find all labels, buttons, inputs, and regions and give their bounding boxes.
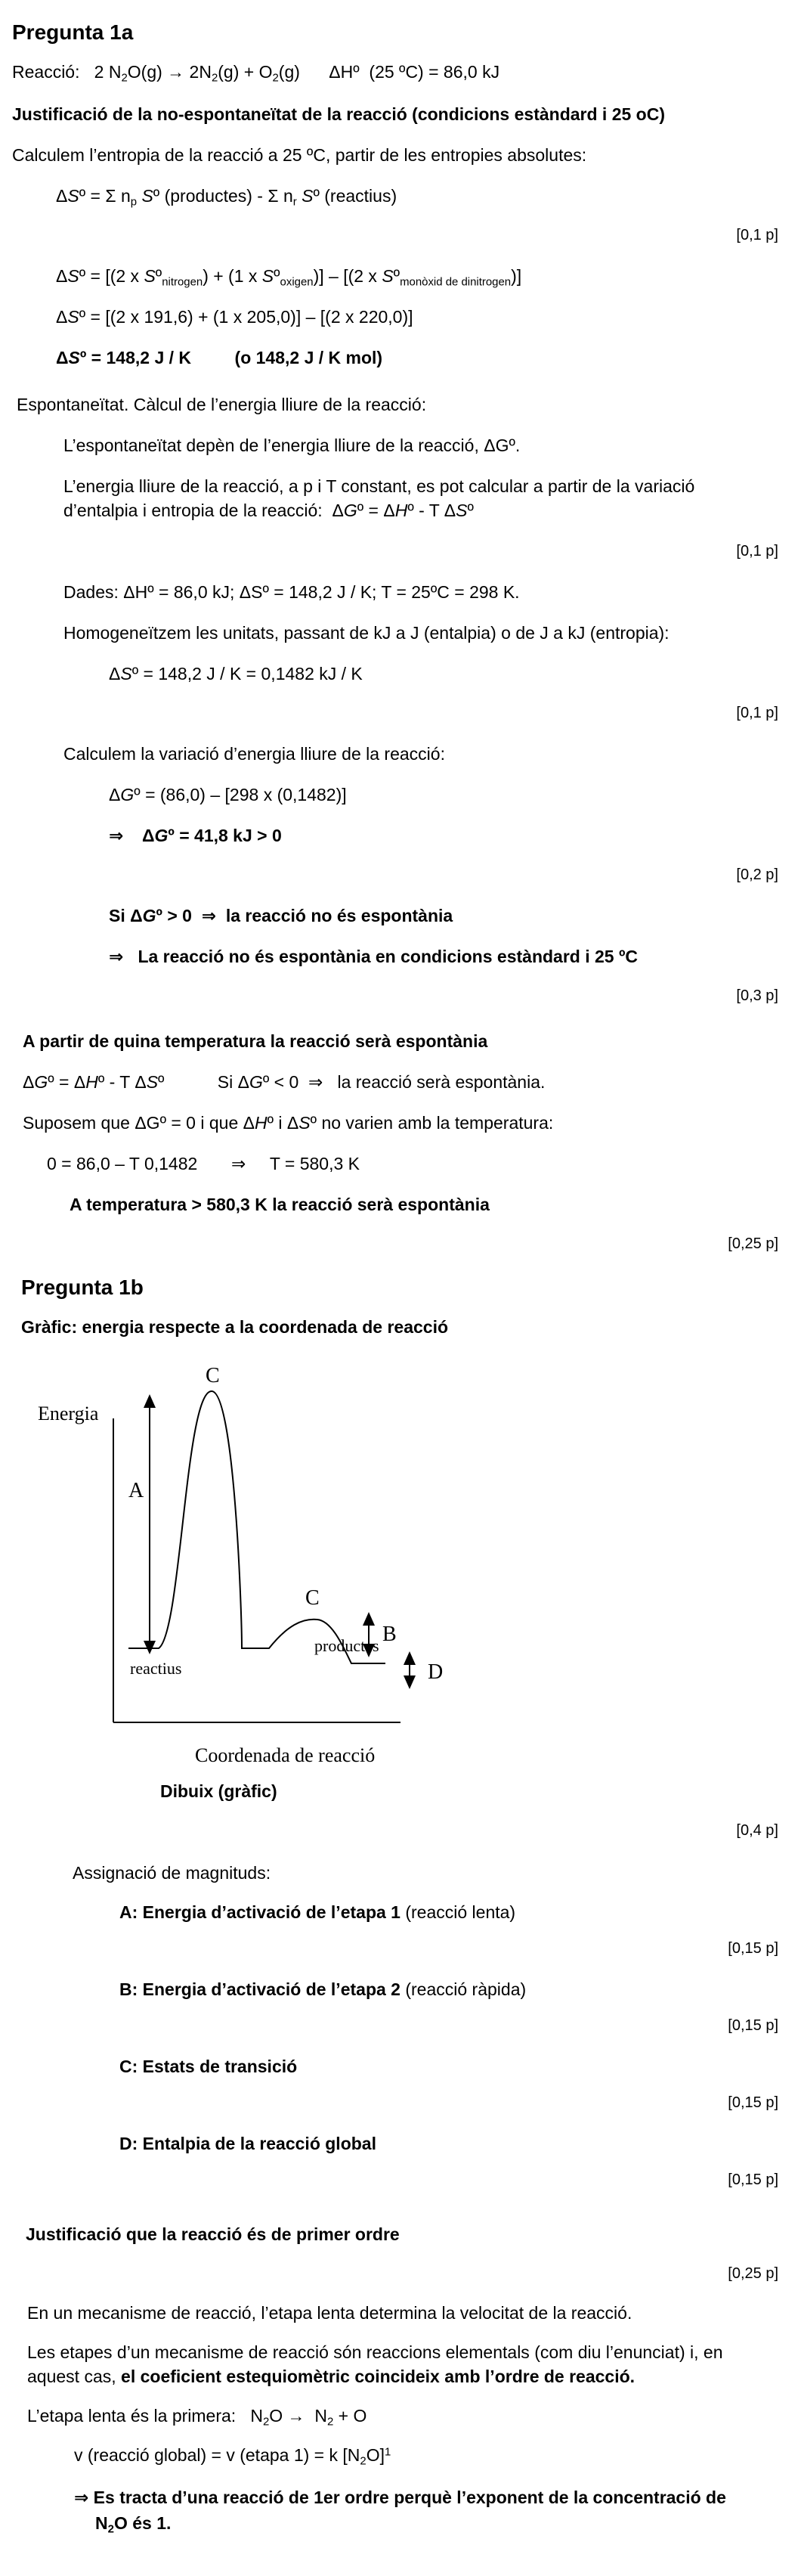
points-label: [0,15 p]	[728, 2017, 778, 2034]
depen-text: L’espontaneïtat depèn de l’energia lliure de la reacció, ΔGº.	[63, 436, 521, 455]
gibbs-condition: ΔGº = ΔHº - T ΔSº Si ΔGº < 0 ⇒ la reacció serà espontània.	[23, 1072, 546, 1092]
points-label: [0,25 p]	[728, 2265, 778, 2282]
magnitude-a: A: Energia d’activació de l’etapa 1 (reacció lenta)	[119, 1902, 516, 1922]
lliure-text-1: L’energia lliure de la reacció, a p i T constant, es pot calcular a partir de la variació	[63, 476, 695, 496]
espontaneitat-heading: Espontaneïtat. Càlcul de l’energia lliure de la reacció:	[17, 395, 427, 414]
etapa-lenta: L’etapa lenta és la primera: $N_2O \to N_2 + O$	[27, 2406, 367, 2429]
temperature-conclusion: A temperatura > 580,3 K la reacció serà espontània	[70, 1195, 490, 1214]
calculem-g-text: Calculem la variació d’energia lliure de la reacció:	[63, 744, 445, 764]
entropy-numeric: ΔSº = [(2 x 191,6) + (1 x 205,0)] – [(2 x 220,0)]	[56, 307, 413, 327]
g-calc-eq: ΔGº = (86,0) – [298 x (0,1482)]	[109, 785, 347, 804]
section-title-1b: Pregunta 1b	[21, 1276, 144, 1299]
conversion-eq: ΔSº = 148,2 J / K = 0,1482 kJ / K	[109, 664, 363, 684]
section-title-1a: Pregunta 1a	[12, 20, 134, 44]
label-c1: C	[206, 1364, 220, 1387]
magnitude-c: C: Estats de transició	[119, 2057, 298, 2076]
entropy-formula: ΔSº = Σ $n_p$ Sº (productes) - Σ $n_r$ Sº (reactius)	[56, 186, 397, 209]
label-reactius: reactius	[130, 1659, 182, 1678]
conclusio-1a: ⇒ La reacció no és espontània en condicions estàndard i 25 ºC	[109, 947, 638, 966]
order-p2-line1: Les etapes d’un mecanisme de reacció són reaccions elementals (com diu l’enunciat) i, en	[27, 2342, 723, 2362]
points-label: [0,15 p]	[728, 1940, 778, 1957]
g-result-eq: ⇒ ΔGº = 41,8 kJ > 0	[109, 826, 282, 845]
order-conclusion-1: ⇒ Es tracta d’una reacció de 1er ordre perquè l’exponent de la concentració de	[74, 2488, 726, 2507]
graph-heading: Gràfic: energia respecte a la coordenada de reacció	[21, 1317, 449, 1337]
lliure-text-2: d’entalpia i entropia de la reacció: ΔGº = ΔHº - T ΔSº	[63, 501, 474, 520]
label-energia: Energia	[38, 1403, 99, 1424]
justification-heading: Justificació de la no-espontaneïtat de la reacció (condicions estàndard i 25 oC)	[12, 104, 665, 124]
entropy-substituted: ΔSº = [(2 x Sº$_{nitrogen}$) + (1 x Sº$_{oxigen}$)] – [(2 x Sº$_{monòxid de dinitrogen}$)]	[56, 266, 522, 289]
temperature-eq: 0 = 86,0 – T 0,1482 ⇒ T = 580,3 K	[47, 1154, 360, 1173]
entropy-intro: Calculem l’entropia de la reacció a 25 ºC, partir de les entropies absolutes:	[12, 145, 587, 165]
label-productes: productes	[314, 1636, 379, 1655]
points-label: [0,25 p]	[728, 1235, 778, 1252]
points-label: [0,4 p]	[736, 1822, 778, 1839]
assignacio-text: Assignació de magnituds:	[73, 1863, 271, 1883]
order-conclusion-2: $N_2O$ és 1.	[95, 2513, 172, 2536]
temperature-heading: A partir de quina temperatura la reacció serà espontània	[23, 1031, 488, 1051]
magnitude-d: D: Entalpia de la reacció global	[119, 2134, 376, 2153]
label-c2: C	[305, 1586, 320, 1610]
label-coordenada: Coordenada de reacció	[195, 1744, 376, 1766]
reaction-line: Reacció: 2 $N_2O(g) \to 2N_2(g) + O_2(g)$ ΔHº (25 ºC) = 86,0 kJ	[12, 62, 500, 85]
order-p2-line2: aquest cas, el coeficient estequiomètric coincideix amb l’ordre de reacció.	[27, 2367, 636, 2386]
label-a: A	[128, 1479, 144, 1502]
points-label: [0,1 p]	[736, 227, 778, 243]
points-label: [0,2 p]	[736, 866, 778, 883]
points-label: [0,15 p]	[728, 2094, 778, 2111]
points-label: [0,1 p]	[736, 543, 778, 560]
homog-text: Homogeneïtzem les unitats, passant de kJ a J (entalpia) o de J a kJ (entropia):	[63, 623, 670, 643]
entropy-result: ΔSº = 148,2 J / K (o 148,2 J / K mol)	[56, 348, 383, 367]
points-label: [0,3 p]	[736, 987, 778, 1004]
points-label: [0,1 p]	[736, 705, 778, 721]
label-d: D	[428, 1660, 444, 1684]
energy-curve	[128, 1391, 385, 1663]
dades-text: Dades: ΔHº = 86,0 kJ; ΔSº = 148,2 J / K; T = 25ºC = 298 K.	[63, 582, 520, 602]
points-label: [0,15 p]	[728, 2171, 778, 2188]
order-heading: Justificació que la reacció és de primer ordre	[26, 2224, 400, 2244]
energy-profile-diagram	[0, 1346, 484, 1769]
label-b: B	[382, 1623, 397, 1646]
magnitude-b: B: Energia d’activació de l’etapa 2 (reacció ràpida)	[119, 1979, 527, 1999]
dibuix-label: Dibuix (gràfic)	[160, 1781, 277, 1801]
si-g-text: Si ΔGº > 0 ⇒ la reacció no és espontània	[109, 906, 453, 925]
rate-law: v (reacció global) = v (etapa 1) = k $[N_2O]^1$	[74, 2445, 391, 2468]
suposem-text: Suposem que ΔGº = 0 i que ΔHº i ΔSº no varien amb la temperatura:	[23, 1113, 554, 1133]
order-p1: En un mecanisme de reacció, l’etapa lenta determina la velocitat de la reacció.	[27, 2303, 632, 2323]
